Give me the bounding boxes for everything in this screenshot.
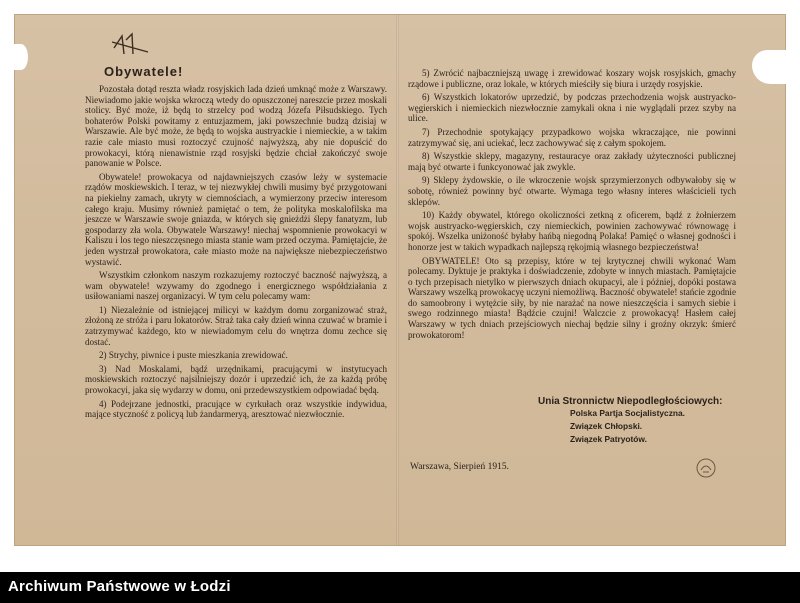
paragraph: OBYWATELE! Oto są przepisy, które w tej krytycznej chwili wykonać Wam polecamy. Dyktuje je praktyka i doświadczenie, zdobyte w innych miastach. Pamiętajcie o tych przepisach nietylko w pierwszych dniach okupacyi, ale i później, dopóki postawa Warszawy wszelką prowokacyę uczyni niemożliwą. Baczność obywatele! stańcie zgodnie do samoobrony i wytężcie siły, by nie narażać na nowe nieszczęścia i samych siebie i swego rodzinnego miasta! Bądźcie czujni! Walczcie z prowokacyą! Hasłem całej Warszawy w tych dniach przejściowych niechaj będzie silny i groźny okrzyk: śmierć prowokatorom! — [408, 255, 736, 340]
signature-organization: Polska Partja Socjalistyczna. — [570, 408, 685, 418]
right-column-text — [408, 68, 736, 343]
paragraph: 5) Zwrócić najbaczniejszą uwagę i zrewidować koszary wojsk rosyjskich, gmachy rządowe i publiczne, oraz lokale, w których mieściły się biura i urzędy rosyjskie. — [408, 68, 736, 89]
paper-tear-left — [14, 44, 28, 70]
paragraph: 3) Nad Moskalami, bądź urzędnikami, pracującymi w instytucyach moskiewskich roztoczyć najsilniejszy dozór i uprzedzić ich, że za każdą próbę prowokacyi, jaka się wydarzy w domu, oni przedewszystkiem odpowiadać będą. — [85, 363, 387, 396]
archive-footer — [0, 572, 800, 603]
paragraph: Obywatele! prowokacya od najdawniejszych czasów leży w systemacie rządów moskiewskich. I teraz, w tej niezwykłej chwili musimy być przygotowani na piekielny zamach, ukryty w ciemnościach, a wymierzony przeciw interesom całego kraju. Musimy również pamiętać o tem, że polityka moskalofilska ma jeszcze w Warszawie swoje gniazda, w których się gnieżdżi ślepy fanatyzm, lub gospodarzy zła wola. Obywatele Warszawy! niechaj wspomnienie prowokacyi w Kaliszu i los tego nieszczęsnego miasta stanie wam przed oczyma. Pamiętajcie, że jeden wystrzał prowokatora, całe miasto może na największe niebezpieczeństwo wystawić. — [85, 171, 387, 267]
place-date: Warszawa, Sierpień 1915. — [410, 462, 509, 472]
stamp-icon — [694, 456, 718, 480]
paragraph: 1) Niezależnie od istniejącej milicyi w każdym domu zorganizować straż, złożoną ze stróża i paru lokatorów. Straż taka cały dzień winna czuwać w bramie i zatrzymywać każdego, kto w niewiadomym celu do wnętrza domu zechce się dostać. — [85, 304, 387, 347]
left-column-text — [85, 84, 387, 423]
paragraph: 7) Przechodnie spotykający przypadkowo wojska wkraczające, nie powinni zatrzymywać się, ani uciekać, lecz zachowywać się z całym spokojem. — [408, 126, 736, 148]
paragraph: Wszystkim członkom naszym rozkazujemy roztoczyć baczność najwyższą, a wam obywatele! wzywamy do zgodnego i energicznego współdziałania z usiłowaniami naszej organizacyi. W tym celu polecamy wam: — [85, 270, 387, 302]
signature-block — [540, 396, 722, 446]
signature-heading: Unia Stronnictw Niepodległościowych: — [538, 396, 723, 407]
paragraph: 10) Każdy obywatel, którego okoliczności zetkną z oficerem, bądź z żołnierzem wojsk austryacko-węgierskich, czy niemieckich, powinien zachowywać równowagę i spokój. Wszelka uniżoność byłaby hańbą niegodną Polaka! Pamięć o własnej godności i honorze jest w takich wypadkach najlepszą rękojmią własnego bezpieczeństwa! — [408, 210, 736, 252]
handwritten-mark — [108, 28, 152, 58]
paper-tear-right — [752, 50, 786, 84]
paragraph: 6) Wszystkich lokatorów uprzedzić, by podczas przechodzenia wojsk austryacko-węgierskich i niemieckich niezwłocznie zamykali okna i nie wyglądali przez szyby na ulice. — [408, 92, 736, 124]
paragraph: 9) Sklepy żydowskie, o ile wkroczenie wojsk sprzymierzonych odbywałoby się w sobotę, również powinny być otwarte. Wymaga tego własny interes właścicieli tych sklepów. — [408, 175, 736, 207]
archive-name: Archiwum Państwowe w Łodzi — [8, 578, 231, 595]
leaflet-title: Obywatele! — [104, 64, 184, 79]
paragraph: Pozostała dotąd reszta władz rosyjskich lada dzień umknąć może z Warszawy. Niewiadomo jakie wojska wkroczą wtedy do opuszczonej nareszcie przez moskali stolicy. Być może, iż będą to strzelcy pod wodzą Józefa Piłsudskiego. Tych bohaterów Polski powitamy z entuzjazmem, jaki powszechnie budzą dzisiaj w Warszawie. Ale być może, że będą to wojska austryackie i niemieckie, a w takim razie cale miasto musi roztoczyć czujność najwyższą, aby nie dopuścić do prowokacyi, którą nienawistnie rząd rosyjski będzie chciał zakończyć swoje panowanie w Polsce. — [85, 84, 387, 169]
signature-organization: Związek Chłopski. — [570, 421, 643, 431]
paragraph: 4) Podejrzane jednostki, pracujące w cyrkułach oraz wszystkie indywidua, mające styczność z policyą lub żandarmeryą, aresztować niezwłocznie. — [85, 398, 387, 420]
signature-organization: Związek Patryotów. — [570, 434, 647, 444]
paragraph: 8) Wszystkie sklepy, magazyny, restauracye oraz zakłady użyteczności publicznej mają być otwarte i funkcyonować jak zwykle. — [408, 151, 736, 172]
paragraph: 2) Strychy, piwnice i puste mieszkania zrewidować. — [99, 350, 288, 361]
